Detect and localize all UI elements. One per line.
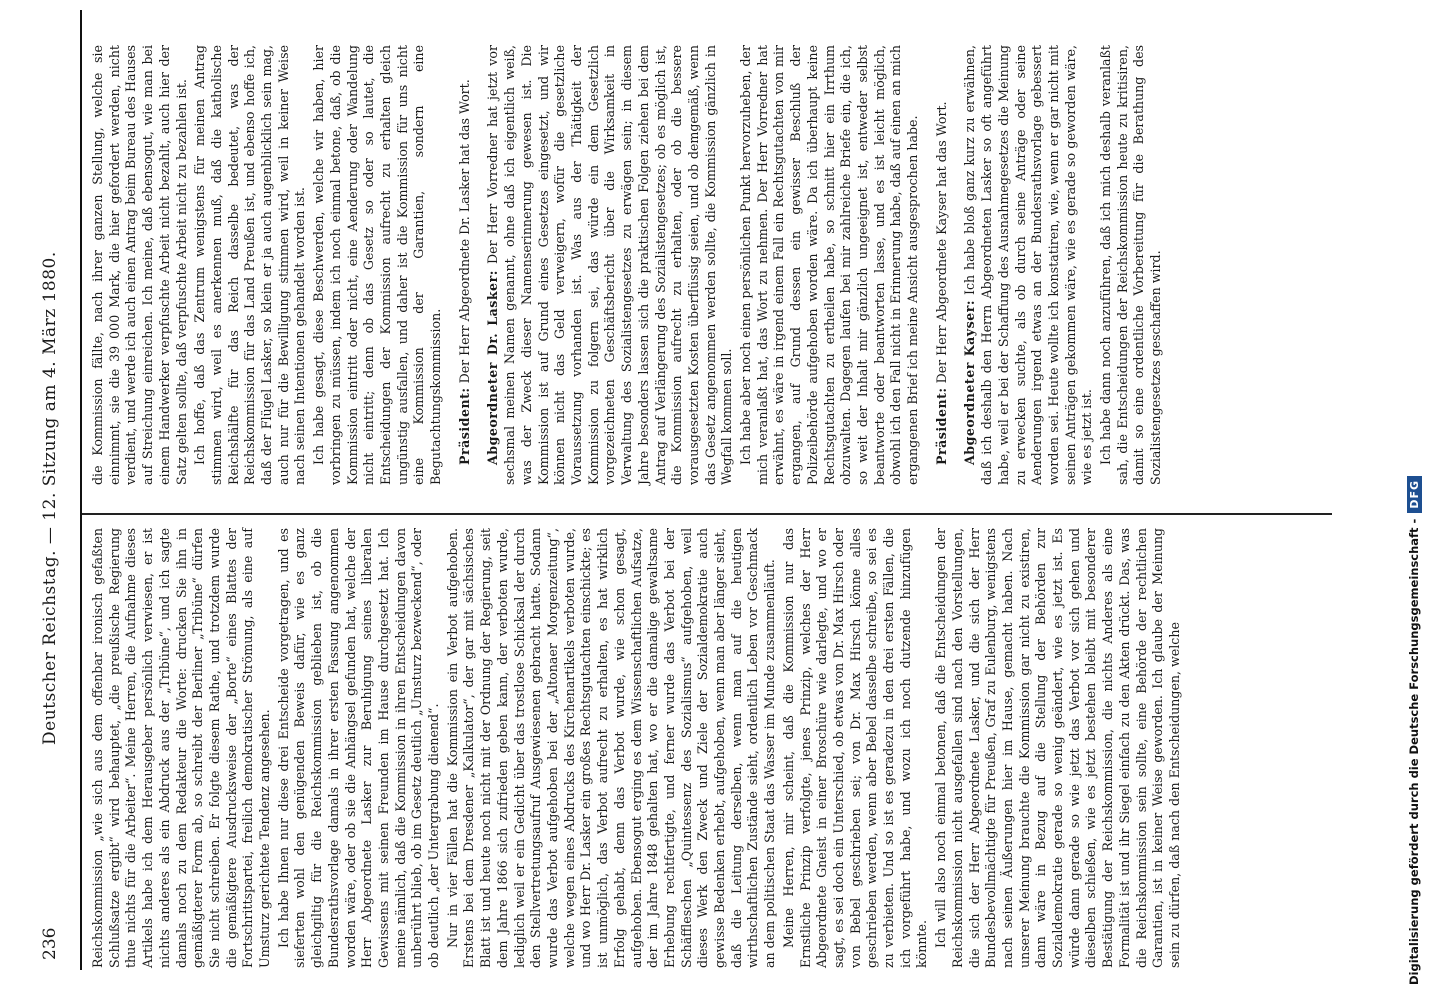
left-column <box>90 528 1186 968</box>
header-rule <box>80 10 82 970</box>
column-divider <box>82 513 1332 515</box>
paragraph-gap <box>924 45 934 485</box>
credit-text: Digitalisierung gefördert durch die Deutsche Forschungsgemeinschaft - <box>1407 518 1421 985</box>
page-number: 236 <box>40 927 60 960</box>
speaker-name: Präsident: <box>456 387 472 465</box>
digitization-credit <box>1402 25 1426 985</box>
speech-paragraph <box>457 45 474 485</box>
paragraph-gap <box>952 45 962 485</box>
body-paragraph: Ich habe gesagt, diese Beschwerden, welche wir haben, hier vorbringen zu müssen, indem ich noch einmal betone, daß, ob die Kommission eintritt oder nicht, eine Aenderung oder Wandelung nicht eintritt; denn ob das Gesetz so oder so lautet, die Entscheidungen der Kommission aufrecht zu erhalten gleich ungünstig ausfallen, und daher ist die Kommission für uns nicht eine Kommission der Garantien, sondern eine Begutachtungskommission. <box>311 45 444 485</box>
body-paragraph: Ich will also noch einmal betonen, daß die Entscheidungen der Reichskommission nicht ausgefallen sind nach den Vorstellungen, die sich der Herr Abgeordnete Lasker, und die sich der Herr Bundesbevollmächtigte für Preußen, Graf zu Eulenburg, wenigstens nach seinen Äußerungen hier im Hause, gemacht haben. Nach unserer Meinung brauchte die Kommission gar nicht zu existiren, dann wäre in Bezug auf die Stellung der Behörden zur Sozialdemokratie gerade so wenig geändert, wie es jetzt ist. Es würde dann gerade so wie jetzt das Verbot vor sich gehen und dieselben schießen, wie es jetzt bestehen bleibt mit besonderer Bestätigung der Reichskommission, die nichts Anderes als eine Formalität ist und ihr Siegel einfach zu den Akten drückt. Das, was die Reichskommission sein sollte, eine Behörde der rechtlichen Garantien, ist in keiner Weise geworden. Ich glaube der Meinung sein zu dürfen, daß nach den Entscheidungen, welche <box>933 528 1182 968</box>
body-paragraph: Ich habe Ihnen nur diese drei Entscheide vorgetragen, und es sieferten wohl den genügenden Beweis dafür, wie es ganz gleichgiltig für die Reichskommission geblieben ist, ob die Bundesrathsvorlage damals in ihrer ersten Fassung angenommen worden wäre, oder ob sie die Anhängsel gefunden hat, welche der Herr Abgeordnete Lasker zur Beruhigung seines liberalen Gewissens mit seinen Freunden im Hause durchgesetzt hat. Ich meine nämlich, daß die Kommission in ihren Entscheidungen davon unberührt blieb, ob im Gesetz deutlich „Umsturz bezweckend“, oder ob deutlich „der Untergrabung dienend“. <box>275 528 442 968</box>
body-paragraph: Meine Herren, mir scheint, daß die Kommission nur das Ernstliche Prinzip verfolgte, jenes Prinzip, welches der Herr Abgeordnete Gneist in einer Broschüre wie darlegte, und wo er sagt, es sei doch ein Unterschied, ob etwas von Dr. Max Hirsch oder von Bebel geschrieben sei; von Dr. Max Hirsch könne alles geschrieben werden, wenn aber Bebel dasselbe schreibe, so sei es zu verbieten. Und so ist es geradezu in den drei ersten Fällen, die ich vorgeführt habe, und wozu ich noch dutzende hinzufügen könnte. <box>780 528 930 968</box>
body-paragraph: Reichskommission „wie sich aus dem offenbar ironisch gefaßten Schlußsatze ergibt“ wird behauptet, „die preußische Regierung thue nichts für die Arbeiter“. Meine Herren, die Aufnahme dieses Artikels habe ich dem Herausgeber persönlich verwiesen, er ist nichts anderes als ein Abdruck aus der „Tribüne“, und ich sagte damals noch zu dem Redakteur die Worte: drucken Sie ihn in gemäßigterer Form ab, so schreibt der Berliner „Tribüne“ dürfen Sie nicht schreiben. Er folgte diesem Rathe, und trotzdem wurde die gemäßigtere Ausdrucksweise der „Borte“ eines Blattes der Fortschrittspartei, freilich demokratischer Strömung, als eine auf Umsturz gerichtete Tendenz angesehen. <box>90 528 273 968</box>
body-paragraph: Ich hoffe, daß das Zentrum wenigstens für meinen Antrag stimmen wird, weil es anerkennen muß, daß die katholische Reichshälfte für das Reich dasselbe bedeutet, was der Reichskommission für das Land Preußen ist, und ebenso hoffe ich, daß der Flügel Lasker, so klein er ja auch augenblicklich sein mag, auch nur für die Bewilligung stimmen wird, weil in keiner Weise nach seinen Intentionen gehandelt worden ist. <box>192 45 308 485</box>
body-paragraph: die Kommission fällte, nach ihrer ganzen Stellung, welche sie einnimmt, sie die 39 000 Mark, die hier gefordert werden, nicht verdient, und werde ich auch einen Antrag beim Bureau des Hauses auf Streichung einreichen. Ich meine, daß ebensogut, wie man bei einem Handwerker verpfuschte Arbeit nicht bezahlt, auch hier der Satz gelten sollte, daß verpfuschte Arbeit nicht zu bezahlen ist. <box>90 45 189 485</box>
speech-paragraph <box>485 45 736 485</box>
speech-paragraph <box>962 45 1096 485</box>
speech-paragraph <box>934 45 951 485</box>
body-paragraph: Ich habe dann noch anzuführen, daß ich mich deshalb veranlaßt sah, die Entscheidungen der Reichskommission heute zu kritisiren, damit so eine ordentliche Vorbereitung für die Berathung des Sozialistengesetzes geschaffen wird. <box>1098 45 1164 485</box>
speech-text: Ich habe bloß ganz kurz zu erwähnen, daß ich deshalb den Herrn Abgeordneten Lasker so oft angeführt habe, weil er bei der Schaffung des Ausnahmegesetzes die Meinung zu erwecken suchte, als ob durch seine Anträge oder seine Aenderungen irgend etwas an der Bundesrathsvorlage gebessert worden sei. Heute wollte ich konstatiren, wie, wenn er gar nicht mit seinen Anträgen gekommen wäre, wie es gerade so geworden wäre, wie es jetzt ist. <box>962 45 1095 485</box>
paragraph-gap <box>447 45 457 485</box>
body-paragraph: Nur in vier Fällen hat die Kommission ein Verbot aufgehoben. Erstens bei dem Dresdener „Kalkulator“, der gar mit sächsisches Blatt ist und heute noch nicht mit der Ordnung der Regierung, seit dem Jahre 1866 sich zufrieden geben kann, der verboten wurde, lediglich weil er ein Gedicht über das trostlose Schicksal der durch den Stellvertretungsaufruf Ausgewiesenen gebracht hatte. Sodann wurde das Verbot aufgehoben bei der „Altonaer Morgenzeitung“, welche wegen eines Abdrucks des Kirchenartikels verboten wurde, und wo Herr Dr. Lasker ein großes Rechtsgutachten einschickte; es ist unmöglich, das Verbot aufrecht zu erhalten, es hat wirklich Erfolg gehabt, denn das Verbot wurde, wie schon gesagt, aufgehoben. Ebensogut erging es dem Wissenschaftlichen Aufsatze, der im Jahre 1848 gehalten hat, wo er die damalige gewaltsame Erhebung rechtfertigte, und ferner wurde das Verbot bei der Schäffleschen „Quintessenz des Sozialismus“ aufgehoben, weil dieses Werk den Zweck und Ziele der Sozialdemokratie auch gewisse Bedenken erhebt, aufgehoben, wenn man aber länger sieht, daß die Leitung derselben, wenn man auf die heutigen wirthschaftlichen Zustände sieht, ordentlich Leben vor Geschmack an dem politischen Staat das Wasser im Munde zusammenläuft. <box>444 528 778 968</box>
running-title: Deutscher Reichstag. — 12. Sitzung am 4. März 1880. <box>40 251 60 745</box>
dfg-logo: DFG <box>1407 476 1422 513</box>
speech-text: Der Herr Abgeordnete Dr. Lasker hat das Wort. <box>456 79 472 384</box>
speaker-name: Abgeordneter Dr. Lasker: <box>485 270 501 465</box>
speech-text: Der Herr Abgeordnete Kayser hat das Wort. <box>933 101 949 384</box>
body-paragraph: Ich habe aber noch einen persönlichen Punkt hervorzuheben, der mich veranlaßt hat, das Wort zu nehmen. Der Herr Vorredner hat erwähnt, es wäre in irgend einem Fall ein Rechtsgutachten von mir ergangen, auf Grund dessen ein gewisser Beschluß der Polizeibehörde aufgehoben worden wäre. Da ich überhaupt keine Rechtsgutachten zu ertheilen habe, so schnitt hier ein Irrthum obzuwalten. Dagegen laufen bei mir zahlreiche Briefe ein, die ich, so weit der Inhalt mir gänzlich ungeeignet ist, entweder selbst beantworte oder beantworten lasse, und es ist leicht möglich, obwohl ich den Fall nicht in Erinnerung habe, daß auf einen an mich ergangenen Brief ich meine Ansicht ausgesprochen habe. <box>738 45 921 485</box>
right-column <box>90 45 1167 485</box>
speaker-name: Präsident: <box>933 387 949 465</box>
speech-text: Der Herr Vorredner hat jetzt vor sechsmal meinen Namen genannt, ohne daß ich eigentlich weiß, was der Zweck dieser Namenserinnerung gewesen ist. Die Kommission ist auf Grund eines Gesetzes eingesetzt, und wir können nicht das Geld verweigern, wofür die gesetzliche Voraussetzung vorhanden ist. Was aus der Thätigkeit der Kommission zu folgern sei, das würde ein dem Gesetzlich vorgezeichneten Geschäftsbericht über die Wirksamkeit in Verwaltung des Sozialistengesetzes zu erwägen sein; in diesem Jahre besonders lassen sich die praktischen Folgen ziehen bei dem Antrag auf Verlängerung des Sozialistengesetzes; ob es möglich ist, die Kommission aufrecht zu erhalten, oder ob die bessere vorausgesetzten Kosten überflüssig seien, und ob demgemäß, wenn das Gesetz angenommen werden sollte, die Kommission gänzlich in Wegfall kommen soll. <box>485 45 735 485</box>
speaker-name: Abgeordneter Kayser: <box>962 299 978 465</box>
paragraph-gap <box>475 45 485 485</box>
page-header <box>40 20 72 960</box>
